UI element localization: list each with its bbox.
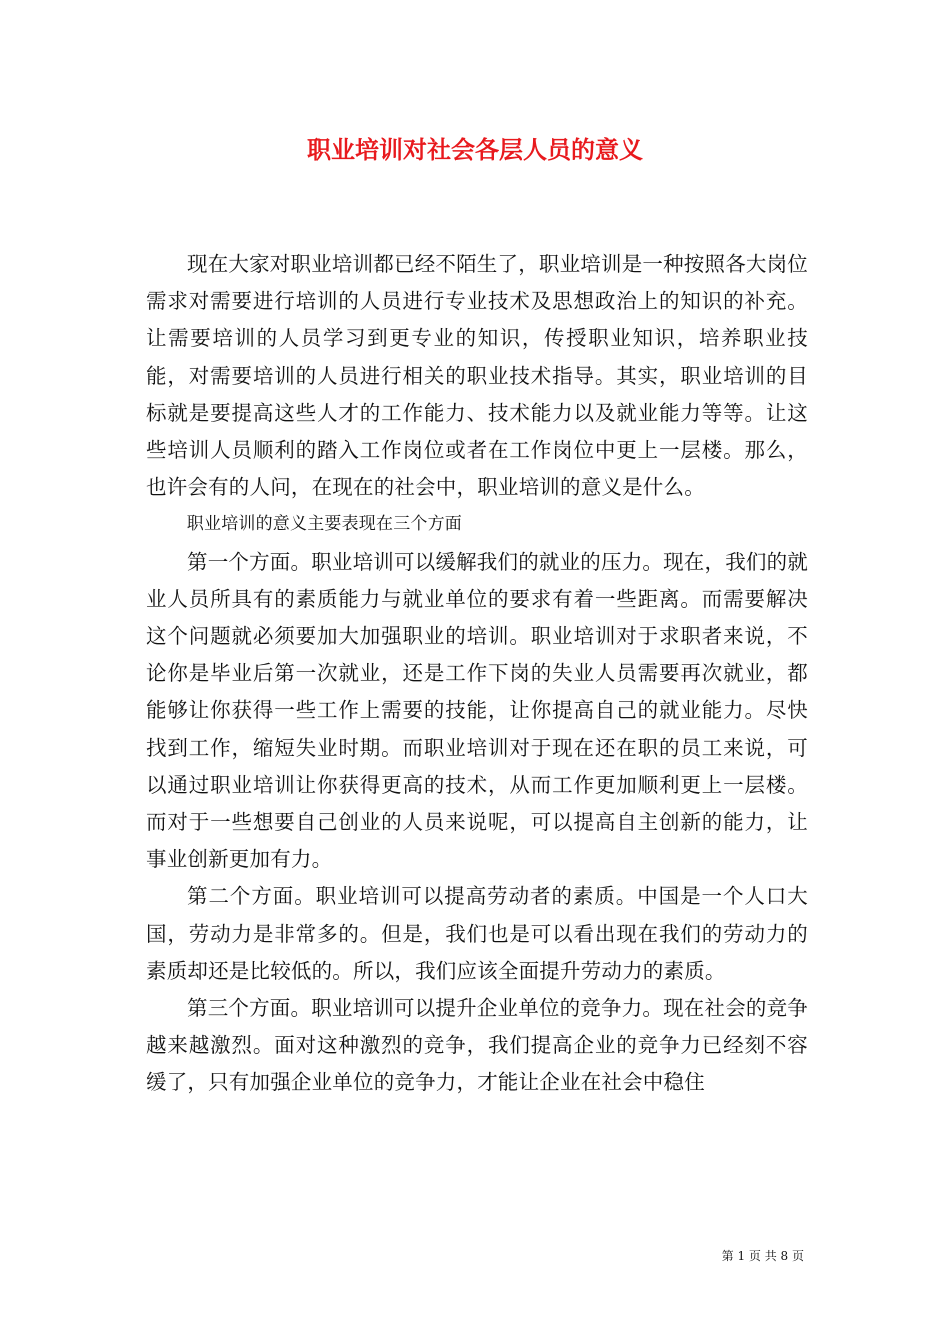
paragraph-subheading: 职业培训的意义主要表现在三个方面 — [186, 514, 462, 535]
document-title: 职业培训对社会各层人员的意义 — [307, 135, 643, 164]
paragraph-aspect-one: 第一个方面。职业培训可以缓解我们的就业的压力。现在，我们的就业人员所具有的素质能力与就业单位的要求有着一些距离。而需要解决这个问题就必须要加大加强职业的培训。职业培训对于求职者来说，不论你是毕业后第一次就业，还是工作下岗的失业人员需要再次就业，都能够让你获得一些工作上需要的技能，让你提高自己的就业能力。尽快找到工作，缩短失业时期。而职业培训对于现在还在职的员工来说，可以通过职业培训让你获得更高的技术，从而工作更加顺利更上一层楼。而对于一些想要自己创业的人员来说呢，可以提高自主创新的能力，让事业创新更加有力。 — [146, 549, 808, 872]
document-body — [146, 246, 808, 1102]
page-number: 第 1 页 共 8 页 — [721, 1249, 804, 1263]
paragraph-intro: 现在大家对职业培训都已经不陌生了，职业培训是一种按照各大岗位需求对需要进行培训的人员进行专业技术及思想政治上的知识的补充。让需要培训的人员学习到更专业的知识，传授职业知识，培养职业技能，对需要培训的人员进行相关的职业技术指导。其实，职业培训的目标就是要提高这些人才的工作能力、技术能力以及就业能力等等。让这些培训人员顺利的踏入工作岗位或者在工作岗位中更上一层楼。那么，也许会有的人问，在现在的社会中，职业培训的意义是什么。 — [146, 252, 808, 500]
paragraph-aspect-three: 第三个方面。职业培训可以提升企业单位的竞争力。现在社会的竞争越来越激烈。面对这种激烈的竞争，我们提高企业的竞争力已经刻不容缓了，只有加强企业单位的竞争力，才能让企业在社会中稳住 — [146, 996, 808, 1095]
paragraph-aspect-two: 第二个方面。职业培训可以提高劳动者的素质。中国是一个人口大国，劳动力是非常多的。但是，我们也是可以看出现在我们的劳动力的素质却还是比较低的。所以，我们应该全面提升劳动力的素质。 — [146, 884, 808, 983]
